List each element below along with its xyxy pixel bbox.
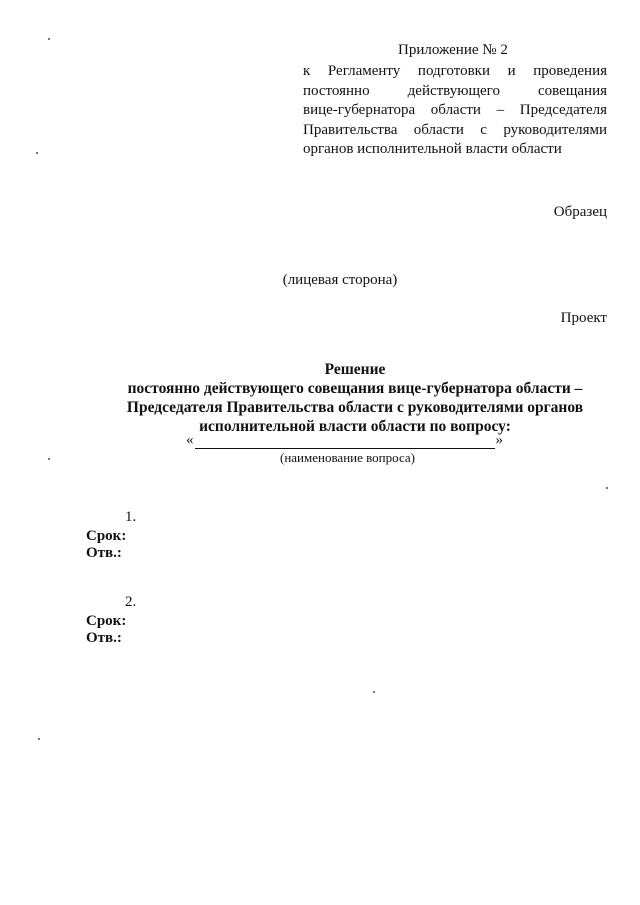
scan-speck (48, 38, 50, 40)
front-side-label-row (0, 272, 640, 289)
responsible-label: Отв.: (86, 545, 122, 561)
appendix-line: вице-губернатора области – Председателя (303, 102, 607, 118)
appendix-line: Правительства области с руководителями (303, 121, 607, 138)
scan-speck (373, 691, 375, 693)
item-number: 2. (125, 594, 137, 610)
deadline-label: Срок: (86, 528, 127, 544)
draft-label: Проект (560, 310, 607, 326)
appendix-line: постоянно действующего совещания (303, 82, 607, 99)
front-side-label: (лицевая сторона) (282, 272, 398, 288)
decision-heading: Решение (324, 361, 386, 378)
scan-speck (48, 458, 50, 460)
decision-line: постоянно действующего совещания вице-губернатора области – (127, 380, 583, 397)
appendix-line: к Регламенту подготовки и проведения (303, 63, 607, 79)
scan-speck (36, 152, 38, 154)
decision-line: Председателя Правительства области с руководителями органов (126, 399, 584, 416)
appendix-reference (303, 62, 607, 160)
item-number: 1. (125, 509, 137, 525)
open-quote: « (186, 432, 194, 448)
sample-label: Образец (553, 204, 607, 220)
scan-speck (38, 738, 40, 740)
appendix-title: Приложение № 2 (398, 42, 508, 58)
topic-blank (195, 435, 495, 449)
appendix-line: органов исполнительной власти области (303, 141, 562, 157)
responsible-label: Отв.: (86, 630, 122, 646)
decision-title-block (90, 360, 620, 436)
close-quote: » (495, 432, 503, 448)
decision-line: исполнительной власти области по вопросу: (199, 418, 511, 435)
topic-blank-line (186, 432, 503, 449)
scan-speck (606, 487, 608, 489)
topic-caption: (наименование вопроса) (280, 450, 415, 465)
deadline-label: Срок: (86, 613, 127, 629)
